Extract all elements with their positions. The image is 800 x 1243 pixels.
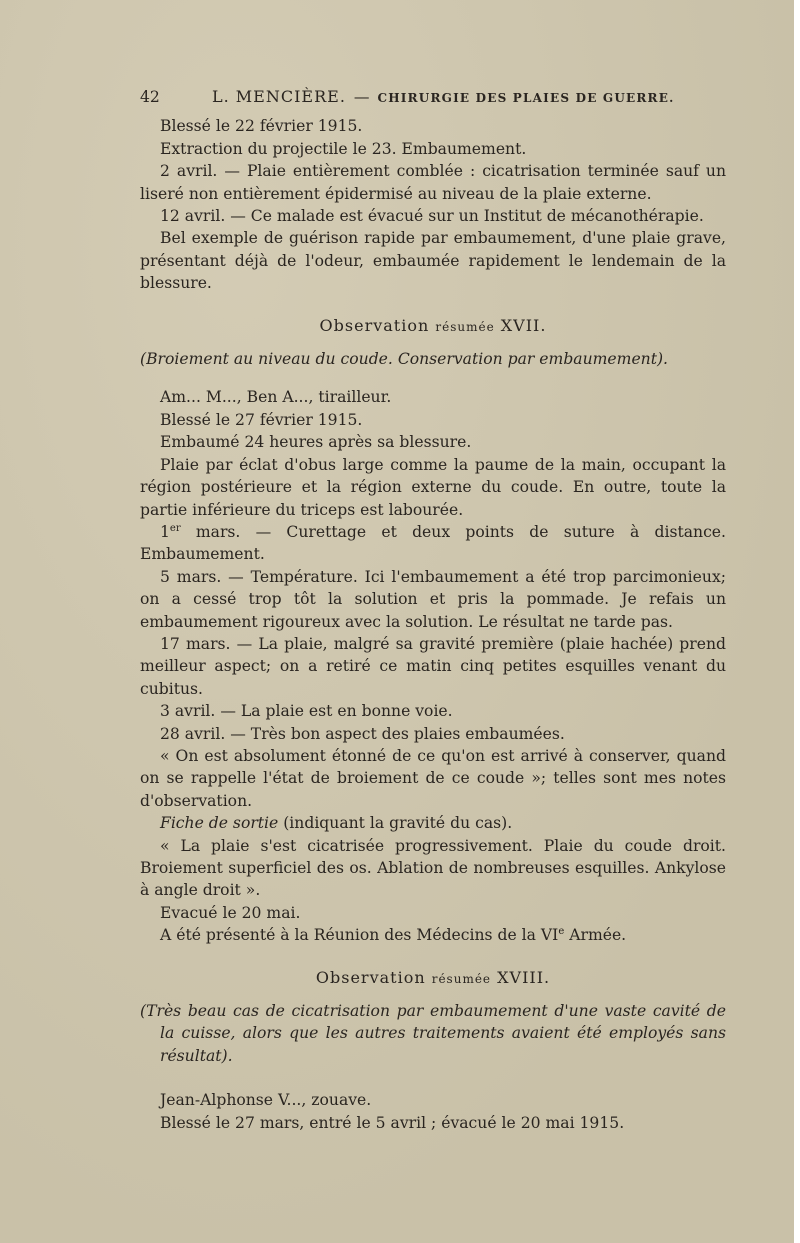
obs18-heading-number: XVIII. <box>497 967 551 987</box>
intro-paragraph: 12 avril. — Ce malade est évacué sur un Institut de mécanothérapie. <box>160 207 704 226</box>
paragraph-text: mars. — Curettage et deux points de suture à distance. Embaumement. <box>140 522 726 564</box>
obs17-paragraph: 17 mars. — La plaie, malgré sa gravité première (plaie hachée) prend meilleur aspect; on a retiré ce matin cinq petites esquilles venant du cubitus. <box>140 634 726 698</box>
paragraph-text: Armée. <box>564 926 627 945</box>
intro-paragraph: 2 avril. — Plaie entièrement comblée : cicatrisation terminée sauf un liseré non entièrement épidermisé au niveau de la plaie externe. <box>140 162 726 203</box>
obs17-paragraph: Evacué le 20 mai. <box>160 903 301 922</box>
intro-paragraph: Extraction du projectile le 23. Embaumement. <box>160 139 527 158</box>
obs17-paragraph: Embaumé 24 heures après sa blessure. <box>160 433 472 452</box>
obs17-paragraph <box>140 521 726 566</box>
italic-phrase: Fiche de sortie <box>160 814 279 833</box>
obs17-paragraph: 28 avril. — Très bon aspect des plaies embaumées. <box>160 724 565 743</box>
obs17-heading <box>140 315 726 338</box>
paragraph-text: A été présenté à la Réunion des Médecins de la VI <box>160 926 559 945</box>
obs17-heading-number: XVII. <box>500 315 547 335</box>
page-number: 42 <box>140 88 160 106</box>
obs18-heading-small: résumée <box>431 971 492 986</box>
ordinal-superscript: e <box>558 926 565 938</box>
obs18-paragraph: Blessé le 27 mars, entré le 5 avril ; évacué le 20 mai 1915. <box>160 1113 625 1132</box>
ordinal-superscript: er <box>169 522 181 534</box>
page-edge <box>794 0 800 1243</box>
obs17-paragraph <box>140 812 726 834</box>
obs17-paragraph: Plaie par éclat d'obus large comme la paume de la main, occupant la région postérieure et la région externe du coude. En outre, toute la partie inférieure du triceps est labourée. <box>140 455 726 519</box>
obs18-paragraph: Jean-Alphonse V..., zouave. <box>160 1091 372 1110</box>
obs17-paragraph: « La plaie s'est cicatrisée progressivement. Plaie du coude droit. Broiement superficiel des os. Ablation de nombreuses esquilles. Ankylose à angle droit ». <box>140 836 726 900</box>
obs18-heading-word: Observation <box>315 967 426 987</box>
obs17-paragraph: Blessé le 27 février 1915. <box>160 410 363 429</box>
intro-paragraph: Blessé le 22 février 1915. <box>160 117 363 136</box>
header-title: CHIRURGIE DES PLAIES DE GUERRE. <box>377 91 675 105</box>
obs17-subtitle: (Broiement au niveau du coude. Conservation par embaumement). <box>140 350 669 369</box>
obs18-heading <box>140 967 726 990</box>
obs17-paragraph: « On est absolument étonné de ce qu'on est arrivé à conserver, quand on se rappelle l'état de broiement de ce coude »; telles sont mes notes d'observation. <box>140 746 726 810</box>
obs17-paragraph: 5 mars. — Température. Ici l'embaumement a été trop parcimonieux; on a cessé trop tôt la solution et pris la pommade. Je refais un embaumement rigoureux avec la solution. Le résultat ne tarde pas. <box>140 567 726 631</box>
obs17-heading-small: résumée <box>435 319 495 334</box>
obs17-paragraph <box>140 924 726 946</box>
intro-paragraph: Bel exemple de guérison rapide par embaumement, d'une plaie grave, présentant déjà de l'odeur, embaumée rapidement le lendemain de la blessure. <box>140 229 726 293</box>
obs17-paragraph: 3 avril. — La plaie est en bonne voie. <box>160 702 453 721</box>
obs18-subtitle: (Très beau cas de cicatrisation par embaumement d'une vaste cavité de la cuisse, alors que les autres traitements avaient été employés sans résultat). <box>140 1002 726 1065</box>
running-header <box>140 86 726 109</box>
date-day: 1 <box>160 522 170 541</box>
obs17-paragraph: Am... M..., Ben A..., tirailleur. <box>160 388 392 407</box>
header-dash: — <box>353 88 370 106</box>
text-block <box>140 86 726 1134</box>
header-author: L. MENCIÈRE. <box>212 87 346 106</box>
obs17-heading-word: Observation <box>319 315 430 335</box>
paragraph-text: (indiquant la gravité du cas). <box>278 814 513 833</box>
